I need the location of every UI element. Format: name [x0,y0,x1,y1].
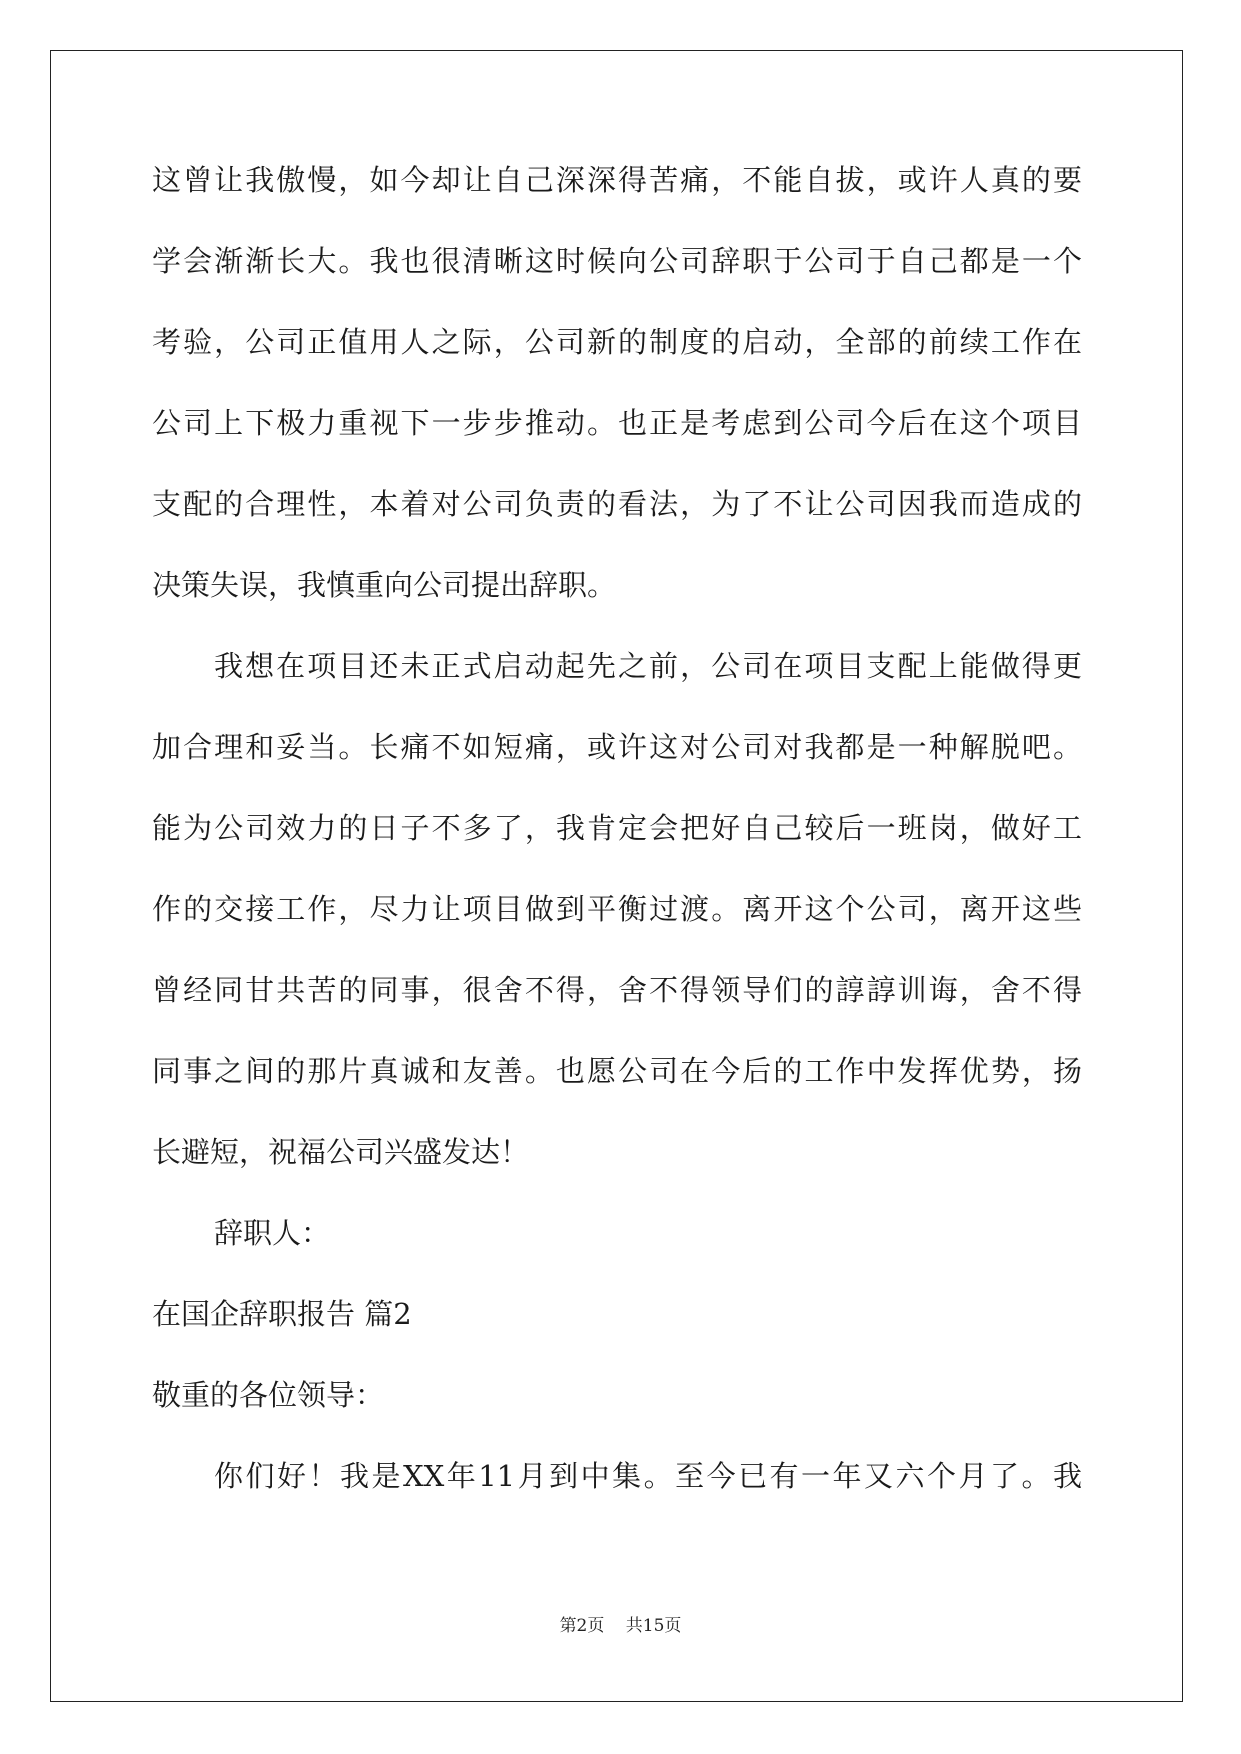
page-number: 第2页 [559,1616,605,1636]
text-line: 这曾让我傲慢，如今却让自己深深得苦痛，不能自拔，或许人真的要 [152,163,1082,197]
text-line: 决策失误，我慎重向公司提出辞职。 [152,568,617,602]
salutation: 敬重的各位领导： [152,1378,385,1412]
section-heading: 在国企辞职报告 篇2 [152,1297,412,1331]
text-line: 支配的合理性，本着对公司负责的看法，为了不让公司因我而造成的 [152,487,1082,521]
text-line: 长避短，祝福公司兴盛发达！ [152,1135,530,1169]
text-line: 你们好！我是XX年11月到中集。至今已有一年又六个月了。我 [214,1459,1082,1493]
text-line: 我想在项目还未正式启动起先之前，公司在项目支配上能做得更 [214,649,1082,683]
text-line: 学会渐渐长大。我也很清晰这时候向公司辞职于公司于自己都是一个 [152,244,1082,278]
document-body [152,160,1082,1537]
text-line: 作的交接工作，尽力让项目做到平衡过渡。离开这个公司，离开这些 [152,892,1082,926]
text-line: 曾经同甘共苦的同事，很舍不得，舍不得领导们的諄諄训诲，舍不得 [152,973,1082,1007]
page-footer [0,1614,1241,1638]
text-line: 加合理和妥当。长痛不如短痛，或许这对公司对我都是一种解脱吧。 [152,730,1082,764]
text-line: 同事之间的那片真诚和友善。也愿公司在今后的工作中发挥优势，扬 [152,1054,1082,1088]
page-total: 共15页 [625,1616,682,1636]
signature-label: 辞职人： [214,1216,331,1250]
text-line: 能为公司效力的日子不多了，我肯定会把好自己较后一班岗，做好工 [152,811,1082,845]
text-line: 考验，公司正值用人之际，公司新的制度的启动，全部的前续工作在 [152,325,1082,359]
text-line: 公司上下极力重视下一步步推动。也正是考虑到公司今后在这个项目 [152,406,1082,440]
